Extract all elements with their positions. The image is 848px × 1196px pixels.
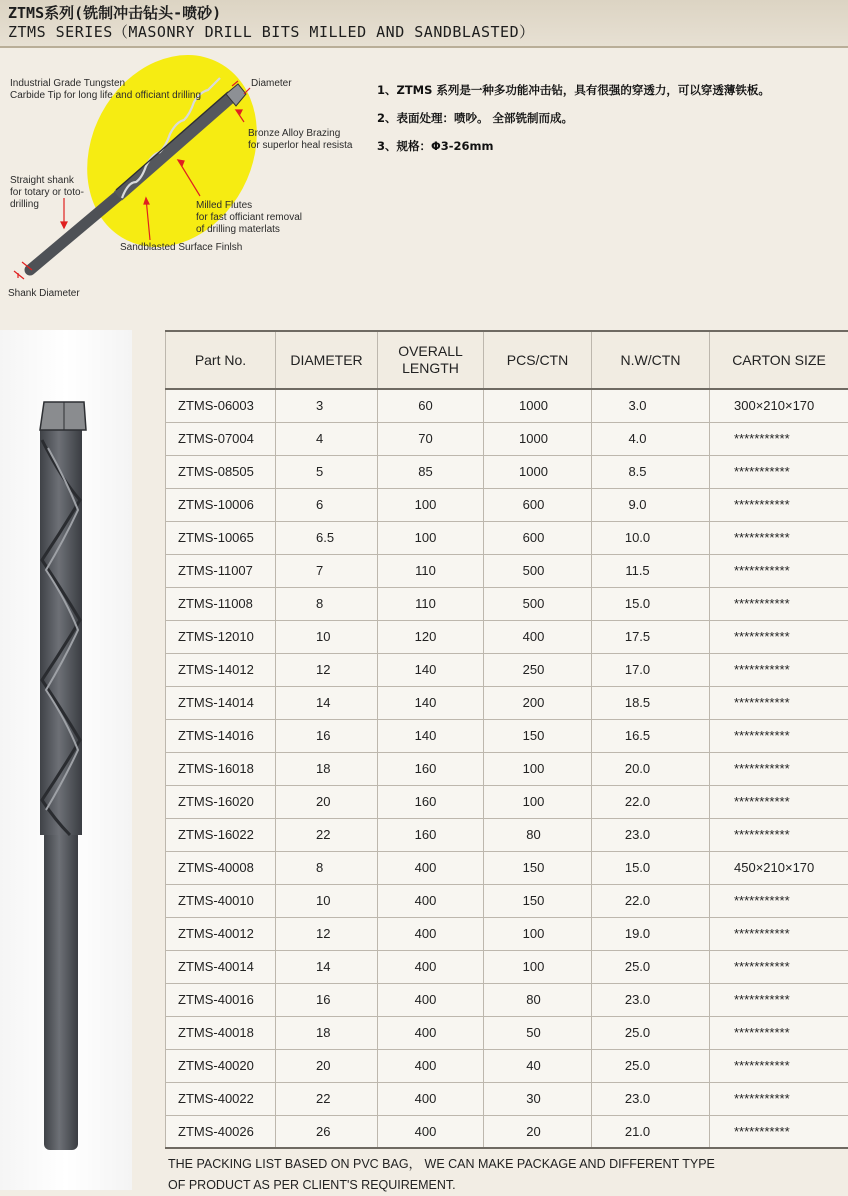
photo-carbide-tip — [40, 402, 86, 430]
part-no-cell: ZTMS-40022 — [166, 1082, 276, 1115]
overall-length-cell: 60 — [378, 389, 484, 422]
packing-note-line2: OF PRODUCT AS PER CLIENT'S REQUIREMENT. — [168, 1175, 828, 1196]
callout-flutes-line3: of drilling materlats — [196, 224, 302, 236]
callout-brazing-line2: for superlor heal resista — [248, 140, 353, 152]
nw-ctn-cell: 18.5 — [592, 686, 710, 719]
table-row — [166, 488, 848, 521]
diameter-cell: 10 — [276, 620, 378, 653]
part-no-cell: ZTMS-40010 — [166, 884, 276, 917]
callout-brazing-line1: Bronze Alloy Brazing — [248, 128, 353, 140]
nw-ctn-cell: 22.0 — [592, 884, 710, 917]
table-row — [166, 1049, 848, 1082]
callout-bronze-brazing — [248, 128, 353, 152]
nw-ctn-cell: 3.0 — [592, 389, 710, 422]
table-row — [166, 818, 848, 851]
pcs-ctn-cell: 100 — [484, 950, 592, 983]
column-header-overall-length — [378, 331, 484, 389]
overall-length-cell: 400 — [378, 851, 484, 884]
column-header-carton-size: CARTON SIZE — [710, 331, 848, 389]
carton-size-cell: *********** — [710, 884, 848, 917]
carton-size-cell: *********** — [710, 422, 848, 455]
pcs-ctn-cell: 1000 — [484, 455, 592, 488]
part-no-cell: ZTMS-11008 — [166, 587, 276, 620]
diameter-cell: 6 — [276, 488, 378, 521]
pcs-ctn-cell: 80 — [484, 983, 592, 1016]
part-no-cell: ZTMS-08505 — [166, 455, 276, 488]
diameter-cell: 5 — [276, 455, 378, 488]
carton-size-cell: *********** — [710, 686, 848, 719]
overall-length-cell: 70 — [378, 422, 484, 455]
product-photo-panel — [0, 330, 132, 1190]
diameter-cell: 18 — [276, 1016, 378, 1049]
nw-ctn-cell: 21.0 — [592, 1115, 710, 1148]
part-no-cell: ZTMS-40018 — [166, 1016, 276, 1049]
diameter-cell: 20 — [276, 785, 378, 818]
carton-size-cell: *********** — [710, 950, 848, 983]
callout-shank-diameter: Shank Diameter — [8, 288, 80, 300]
feature-item: 2、表面处理：喷吵。 全部铣制而成。 — [377, 108, 845, 136]
table-row — [166, 1016, 848, 1049]
table-row — [166, 521, 848, 554]
part-no-cell: ZTMS-16020 — [166, 785, 276, 818]
overall-length-cell: 110 — [378, 554, 484, 587]
diameter-cell: 6.5 — [276, 521, 378, 554]
overall-length-cell: 85 — [378, 455, 484, 488]
diameter-cell: 7 — [276, 554, 378, 587]
nw-ctn-cell: 4.0 — [592, 422, 710, 455]
part-no-cell: ZTMS-12010 — [166, 620, 276, 653]
table-row — [166, 950, 848, 983]
table-row — [166, 455, 848, 488]
feature-item: 3、规格：Φ3-26mm — [377, 136, 845, 164]
overall-length-line2: LENGTH — [402, 360, 459, 376]
callout-straight-shank — [10, 175, 84, 211]
table-row — [166, 1115, 848, 1148]
part-no-cell: ZTMS-16018 — [166, 752, 276, 785]
carton-size-cell: *********** — [710, 554, 848, 587]
pcs-ctn-cell: 40 — [484, 1049, 592, 1082]
diameter-cell: 10 — [276, 884, 378, 917]
part-no-cell: ZTMS-10065 — [166, 521, 276, 554]
callout-flutes-line2: for fast officiant removal — [196, 212, 302, 224]
nw-ctn-cell: 19.0 — [592, 917, 710, 950]
nw-ctn-cell: 25.0 — [592, 1016, 710, 1049]
overall-length-cell: 400 — [378, 983, 484, 1016]
table-row — [166, 851, 848, 884]
table-row — [166, 554, 848, 587]
part-no-cell: ZTMS-14014 — [166, 686, 276, 719]
diameter-cell: 18 — [276, 752, 378, 785]
diameter-cell: 8 — [276, 851, 378, 884]
nw-ctn-cell: 23.0 — [592, 818, 710, 851]
part-no-cell: ZTMS-16022 — [166, 818, 276, 851]
part-no-cell: ZTMS-40016 — [166, 983, 276, 1016]
overall-length-cell: 140 — [378, 719, 484, 752]
table-row — [166, 719, 848, 752]
part-no-cell: ZTMS-40020 — [166, 1049, 276, 1082]
pcs-ctn-cell: 1000 — [484, 389, 592, 422]
table-row — [166, 1082, 848, 1115]
overall-length-cell: 400 — [378, 1016, 484, 1049]
drill-bit-diagram — [0, 48, 365, 310]
carton-size-cell: *********** — [710, 455, 848, 488]
column-header-diameter: DIAMETER — [276, 331, 378, 389]
carton-size-cell: 300×210×170 — [710, 389, 848, 422]
overall-length-cell: 160 — [378, 785, 484, 818]
pcs-ctn-cell: 500 — [484, 587, 592, 620]
diameter-cell: 3 — [276, 389, 378, 422]
diameter-cell: 12 — [276, 653, 378, 686]
overall-length-cell: 160 — [378, 818, 484, 851]
table-row — [166, 983, 848, 1016]
table-row — [166, 422, 848, 455]
nw-ctn-cell: 8.5 — [592, 455, 710, 488]
pcs-ctn-cell: 1000 — [484, 422, 592, 455]
pcs-ctn-cell: 20 — [484, 1115, 592, 1148]
part-no-cell: ZTMS-10006 — [166, 488, 276, 521]
callout-tungsten-line1: Industrial Grade Tungsten — [10, 78, 201, 90]
callout-milled-flutes — [196, 200, 302, 236]
carton-size-cell: *********** — [710, 983, 848, 1016]
overall-length-cell: 120 — [378, 620, 484, 653]
nw-ctn-cell: 9.0 — [592, 488, 710, 521]
part-no-cell: ZTMS-40026 — [166, 1115, 276, 1148]
pcs-ctn-cell: 500 — [484, 554, 592, 587]
part-no-cell: ZTMS-40012 — [166, 917, 276, 950]
photo-shank — [44, 830, 78, 1150]
diameter-cell: 22 — [276, 1082, 378, 1115]
carton-size-cell: *********** — [710, 488, 848, 521]
nw-ctn-cell: 22.0 — [592, 785, 710, 818]
pcs-ctn-cell: 80 — [484, 818, 592, 851]
diameter-cell: 26 — [276, 1115, 378, 1148]
pcs-ctn-cell: 600 — [484, 488, 592, 521]
page-header — [0, 0, 848, 48]
diameter-cell: 16 — [276, 719, 378, 752]
nw-ctn-cell: 17.0 — [592, 653, 710, 686]
diameter-cell: 16 — [276, 983, 378, 1016]
nw-ctn-cell: 23.0 — [592, 983, 710, 1016]
diameter-cell: 14 — [276, 686, 378, 719]
column-header-part-no: Part No. — [166, 331, 276, 389]
overall-length-cell: 160 — [378, 752, 484, 785]
callout-tungsten-tip — [10, 78, 201, 102]
callout-flutes-line1: Milled Flutes — [196, 200, 302, 212]
table-row — [166, 884, 848, 917]
part-no-cell: ZTMS-14016 — [166, 719, 276, 752]
table-row — [166, 785, 848, 818]
callout-shank-line3: drilling — [10, 199, 84, 211]
carton-size-cell: *********** — [710, 917, 848, 950]
pcs-ctn-cell: 150 — [484, 884, 592, 917]
table-body — [166, 389, 848, 1148]
nw-ctn-cell: 15.0 — [592, 851, 710, 884]
diameter-cell: 22 — [276, 818, 378, 851]
part-no-cell: ZTMS-11007 — [166, 554, 276, 587]
carton-size-cell: *********** — [710, 1016, 848, 1049]
carton-size-cell: *********** — [710, 719, 848, 752]
pcs-ctn-cell: 200 — [484, 686, 592, 719]
diameter-cell: 8 — [276, 587, 378, 620]
carton-size-cell: 450×210×170 — [710, 851, 848, 884]
title-chinese: ZTMS系列(铣制冲击钻头-喷砂) — [8, 2, 221, 23]
overall-length-cell: 140 — [378, 653, 484, 686]
pcs-ctn-cell: 150 — [484, 851, 592, 884]
overall-length-cell: 400 — [378, 950, 484, 983]
part-no-cell: ZTMS-40014 — [166, 950, 276, 983]
pcs-ctn-cell: 600 — [484, 521, 592, 554]
carton-size-cell: *********** — [710, 785, 848, 818]
title-english: ZTMS SERIES（MASONRY DRILL BITS MILLED AND SANDBLASTED） — [8, 21, 535, 42]
diameter-cell: 14 — [276, 950, 378, 983]
callout-diameter: Diameter — [251, 78, 292, 90]
nw-ctn-cell: 20.0 — [592, 752, 710, 785]
callout-shank-line1: Straight shank — [10, 175, 84, 187]
diameter-cell: 20 — [276, 1049, 378, 1082]
carton-size-cell: *********** — [710, 521, 848, 554]
specification-table — [165, 330, 848, 1149]
part-no-cell: ZTMS-40008 — [166, 851, 276, 884]
pcs-ctn-cell: 100 — [484, 917, 592, 950]
pcs-ctn-cell: 30 — [484, 1082, 592, 1115]
overall-length-cell: 400 — [378, 1049, 484, 1082]
carton-size-cell: *********** — [710, 620, 848, 653]
diameter-cell: 12 — [276, 917, 378, 950]
callout-sandblasted: Sandblasted Surface Finlsh — [120, 242, 242, 254]
nw-ctn-cell: 25.0 — [592, 950, 710, 983]
pcs-ctn-cell: 150 — [484, 719, 592, 752]
overall-length-cell: 140 — [378, 686, 484, 719]
pcs-ctn-cell: 100 — [484, 752, 592, 785]
table-row — [166, 587, 848, 620]
carton-size-cell: *********** — [710, 752, 848, 785]
table-row — [166, 752, 848, 785]
feature-list — [377, 80, 845, 164]
overall-length-cell: 400 — [378, 884, 484, 917]
overall-length-cell: 100 — [378, 521, 484, 554]
callout-tungsten-line2: Carbide Tip for long life and officiant drilling — [10, 90, 201, 102]
carton-size-cell: *********** — [710, 587, 848, 620]
nw-ctn-cell: 23.0 — [592, 1082, 710, 1115]
nw-ctn-cell: 17.5 — [592, 620, 710, 653]
pcs-ctn-cell: 50 — [484, 1016, 592, 1049]
table-row — [166, 389, 848, 422]
packing-note-line1: THE PACKING LIST BASED ON PVC BAG， WE CAN MAKE PACKAGE AND DIFFERENT TYPE — [168, 1154, 828, 1175]
table-row — [166, 653, 848, 686]
feature-item: 1、ZTMS 系列是一种多功能冲击钻，具有很强的穿透力，可以穿透薄铁板。 — [377, 80, 845, 108]
part-no-cell: ZTMS-06003 — [166, 389, 276, 422]
pcs-ctn-cell: 250 — [484, 653, 592, 686]
drill-bit-photo — [0, 330, 132, 1190]
nw-ctn-cell: 10.0 — [592, 521, 710, 554]
pcs-ctn-cell: 100 — [484, 785, 592, 818]
column-header-nw-ctn: N.W/CTN — [592, 331, 710, 389]
overall-length-cell: 400 — [378, 1115, 484, 1148]
table-row — [166, 686, 848, 719]
overall-length-line1: OVERALL — [398, 343, 463, 359]
overall-length-cell: 400 — [378, 1082, 484, 1115]
table-header-row — [166, 331, 848, 389]
overall-length-cell: 400 — [378, 917, 484, 950]
table-row — [166, 917, 848, 950]
nw-ctn-cell: 25.0 — [592, 1049, 710, 1082]
pcs-ctn-cell: 400 — [484, 620, 592, 653]
table-row — [166, 620, 848, 653]
part-no-cell: ZTMS-14012 — [166, 653, 276, 686]
part-no-cell: ZTMS-07004 — [166, 422, 276, 455]
diameter-cell: 4 — [276, 422, 378, 455]
carton-size-cell: *********** — [710, 653, 848, 686]
nw-ctn-cell: 11.5 — [592, 554, 710, 587]
overall-length-cell: 110 — [378, 587, 484, 620]
nw-ctn-cell: 15.0 — [592, 587, 710, 620]
overall-length-cell: 100 — [378, 488, 484, 521]
callout-shank-line2: for totary or toto- — [10, 187, 84, 199]
carton-size-cell: *********** — [710, 818, 848, 851]
carton-size-cell: *********** — [710, 1115, 848, 1148]
column-header-pcs-ctn: PCS/CTN — [484, 331, 592, 389]
nw-ctn-cell: 16.5 — [592, 719, 710, 752]
carton-size-cell: *********** — [710, 1082, 848, 1115]
carton-size-cell: *********** — [710, 1049, 848, 1082]
